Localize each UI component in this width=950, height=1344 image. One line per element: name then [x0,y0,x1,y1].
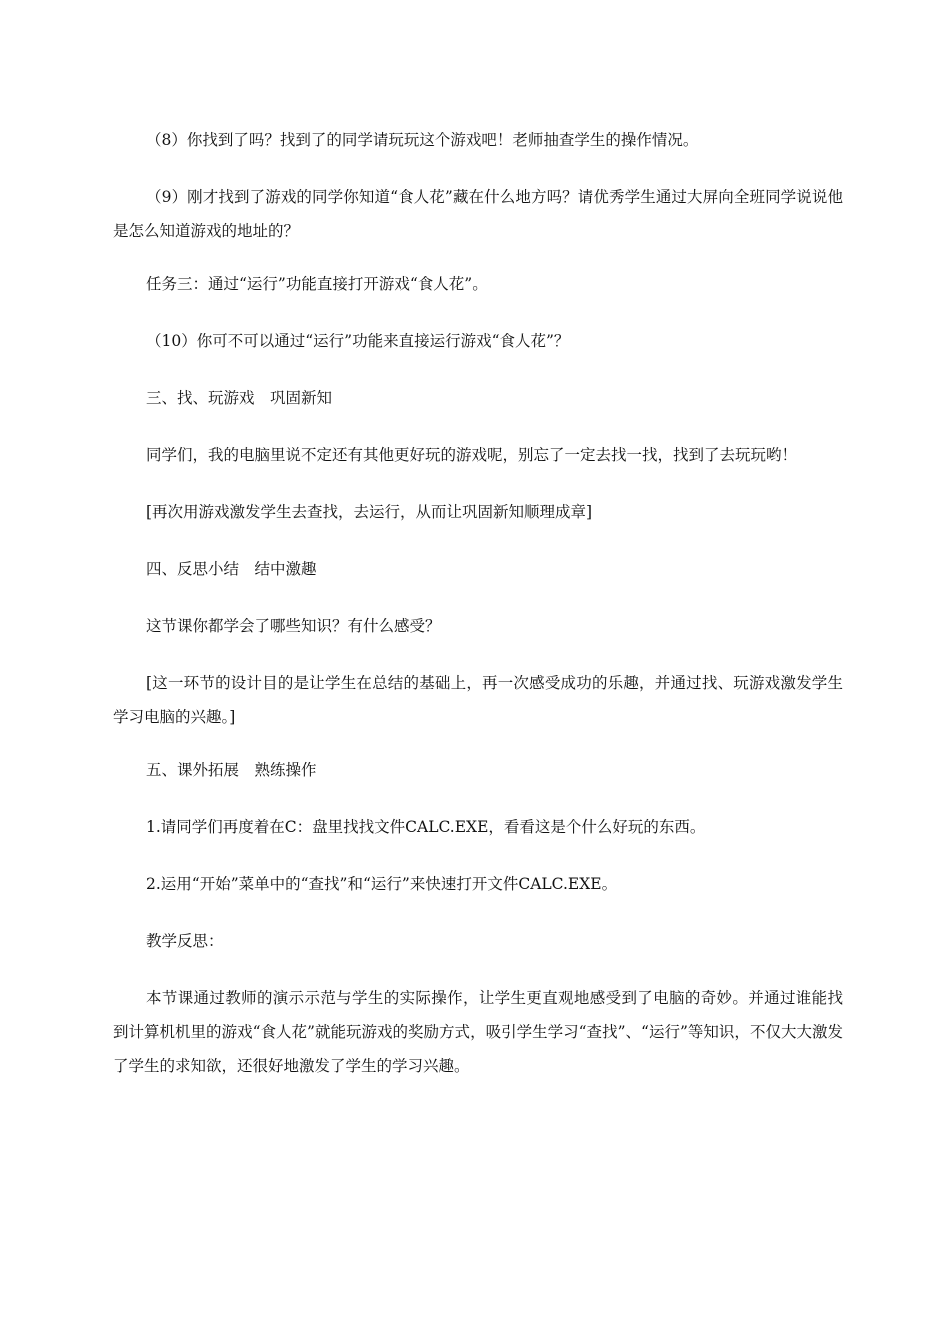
section-heading-5: 五、课外拓展 熟练操作 [146,761,317,779]
paragraph-note-2: [这一环节的设计目的是让学生在总结的基础上，再一次感受成功的乐趣，并通过找、玩游戏激发学生学习电脑的兴趣。] [113,674,843,726]
section-heading-4: 四、反思小结 结中激趣 [146,560,317,578]
paragraph-note-1: [再次用游戏激发学生去查找，去运行，从而让巩固新知顺理成章] [146,503,593,521]
paragraph-task-3: 任务三：通过“运行”功能直接打开游戏“食人花”。 [146,275,488,293]
paragraph-reflection: 本节课通过教师的演示示范与学生的实际操作，让学生更直观地感受到了电脑的奇妙。并通过谁能找到计算机机里的游戏“食人花”就能玩游戏的奖励方式，吸引学生学习“查找”、“运行”等知识，不仅大大激发了学生的求知欲，还很好地激发了学生的学习兴趣。 [113,989,843,1075]
document-body [113,123,843,1102]
paragraph-exercise-1: 1.请同学们再度着在C：盘里找找文件CALC.EXE，看看这是个什么好玩的东西。 [146,818,706,836]
paragraph-step-10: （10）你可不可以通过“运行”功能来直接运行游戏“食人花”？ [146,332,570,350]
section-heading-reflection: 教学反思： [146,932,224,950]
paragraph-step-9: （9）刚才找到了游戏的同学你知道“食人花”藏在什么地方吗？请优秀学生通过大屏向全班同学说说他是怎么知道游戏的地址的？ [113,188,843,240]
paragraph-question: 这节课你都学会了哪些知识？有什么感受？ [146,617,441,635]
paragraph-step-8: （8）你找到了吗？找到了的同学请玩玩这个游戏吧！老师抽查学生的操作情况。 [146,131,699,149]
section-heading-3: 三、找、玩游戏 巩固新知 [146,389,333,407]
paragraph-exercise-2: 2.运用“开始”菜单中的“查找”和“运行”来快速打开文件CALC.EXE。 [146,875,618,893]
paragraph-find-games: 同学们，我的电脑里说不定还有其他更好玩的游戏呢，别忘了一定去找一找，找到了去玩玩哟！ [146,446,798,464]
